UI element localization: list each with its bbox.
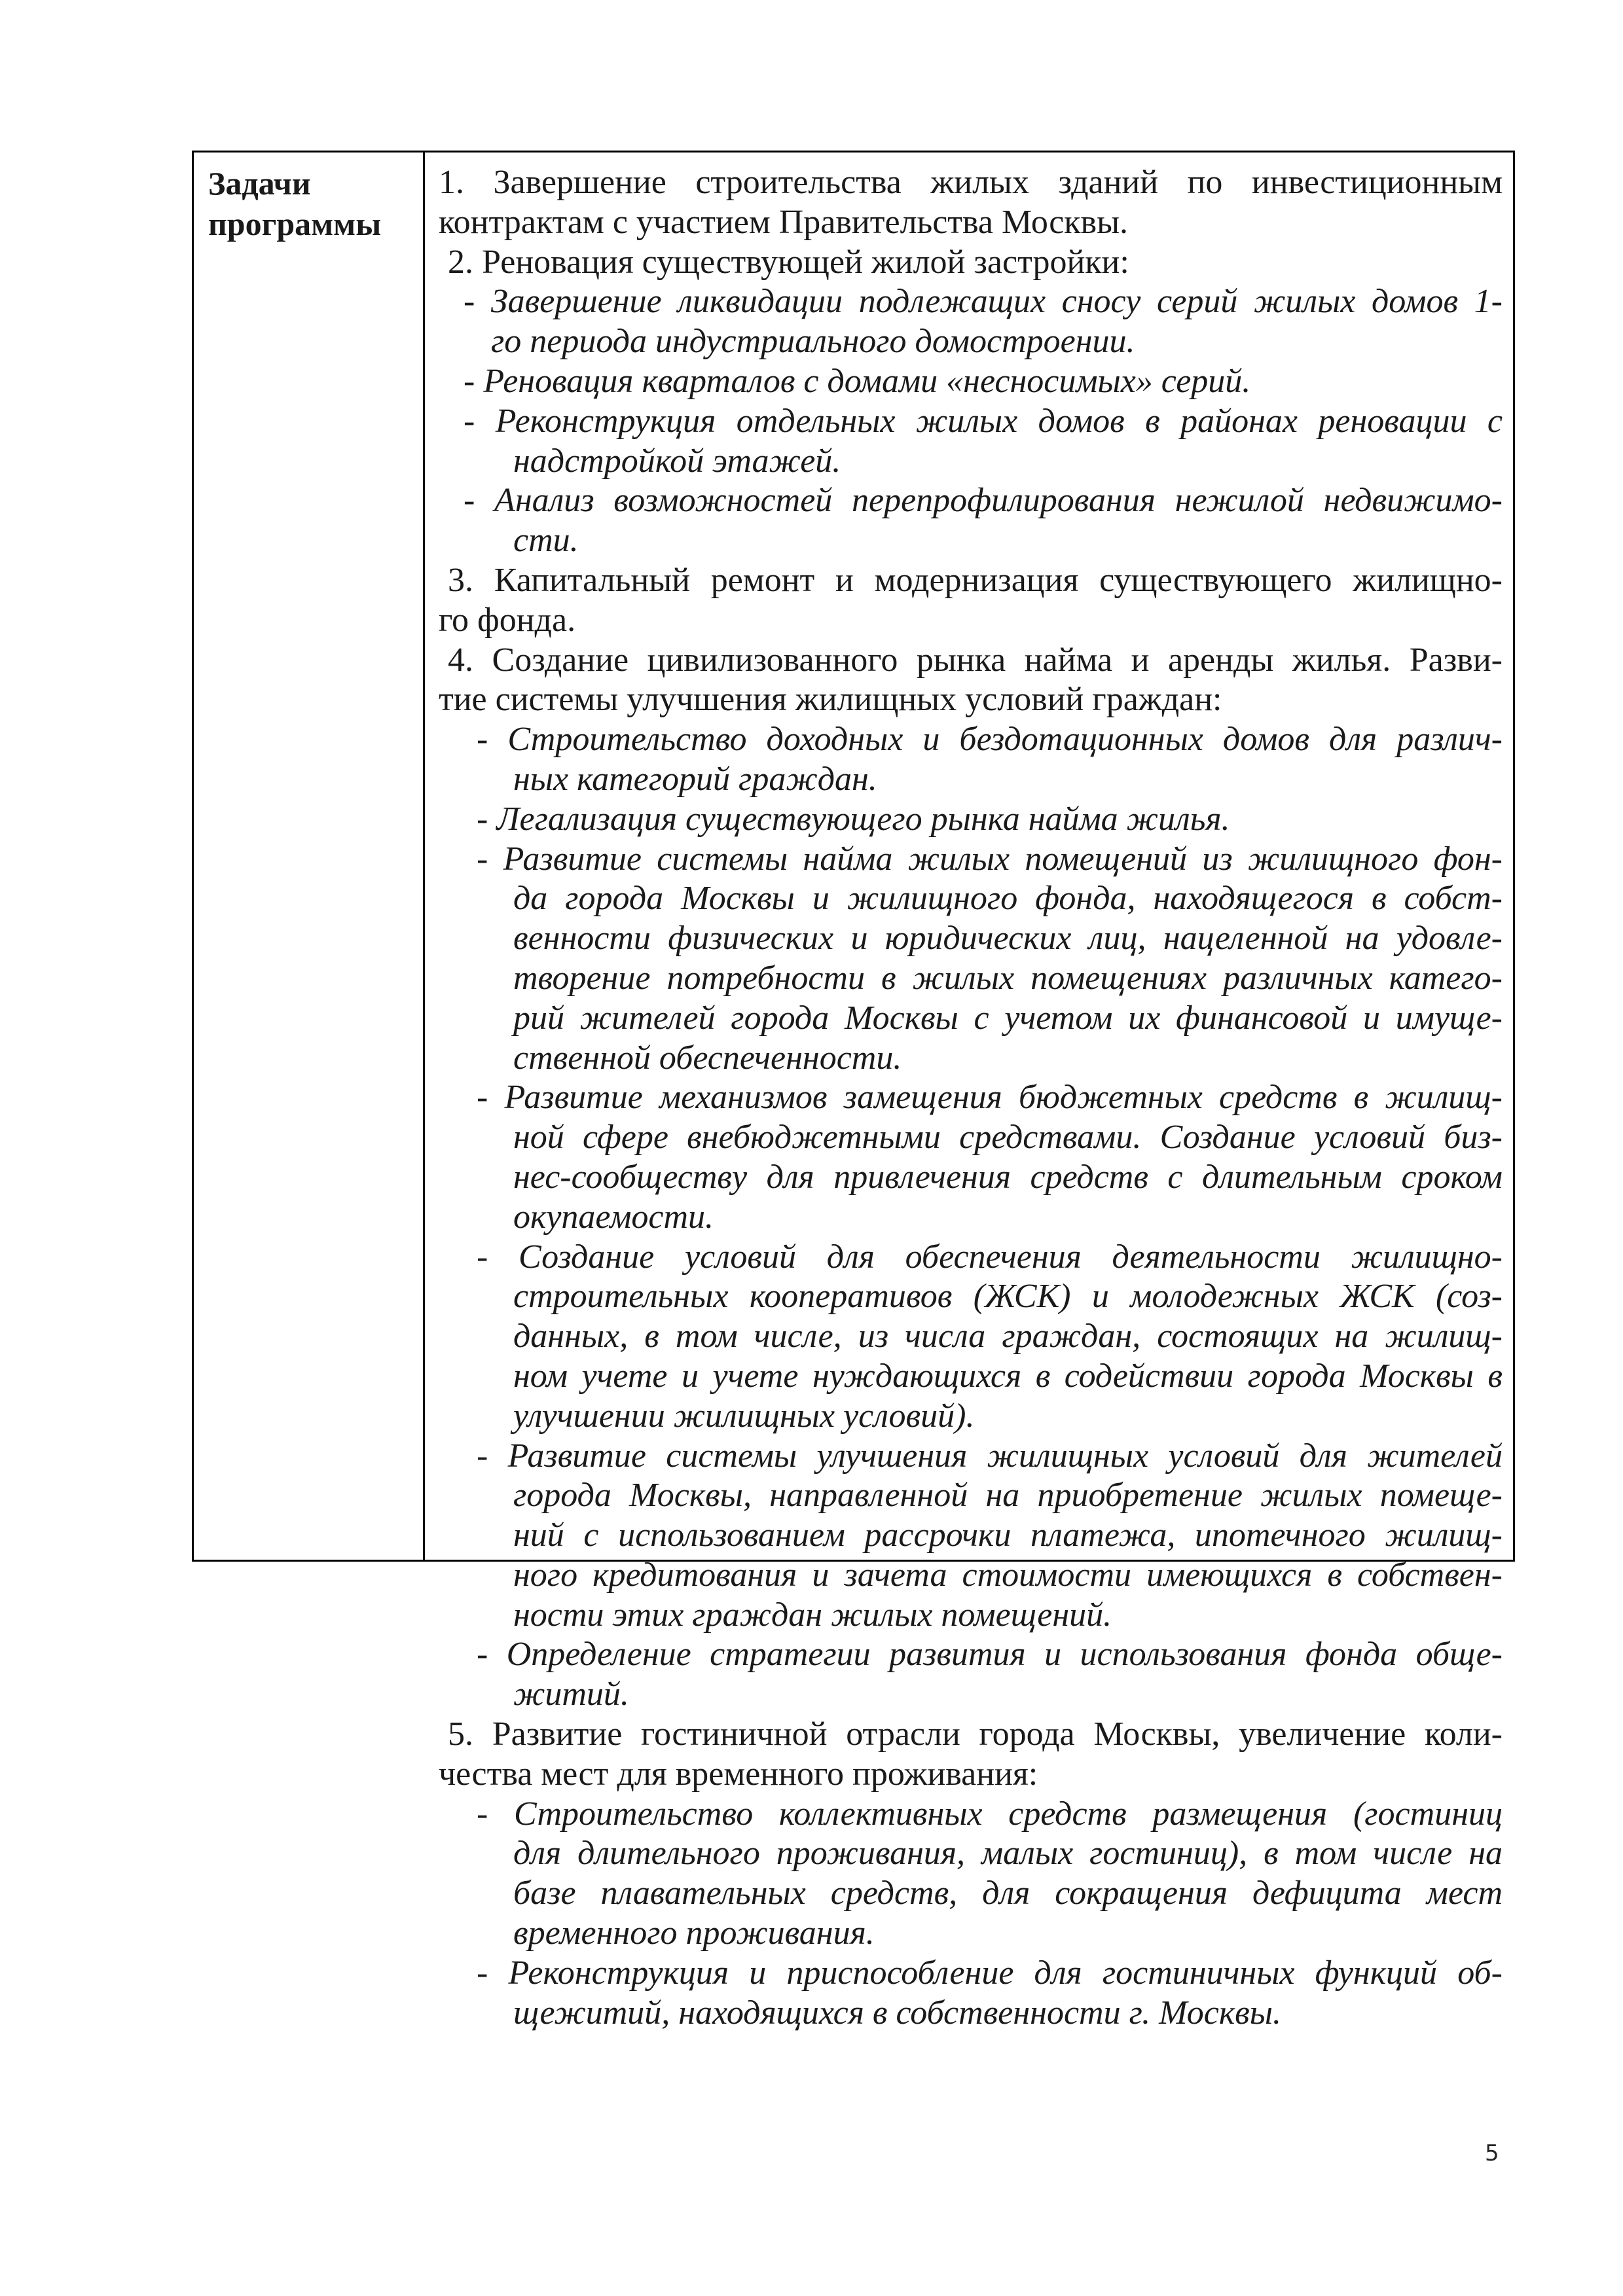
text-line: венности физических и юридических лиц, нацеленной на удовле- xyxy=(513,920,1503,958)
text-line: - Реконструкция отдельных жилых домов в районах реновации с xyxy=(464,402,1503,440)
text-line: ной сфере внебюджетными средствами. Создание условий биз- xyxy=(513,1119,1503,1157)
text-line: 5. Развитие гостиничной отрасли города Москвы, увеличение коли- xyxy=(448,1715,1503,1753)
row-label-line-2: программы xyxy=(208,206,382,242)
text-line: нес-сообществу для привлечения средств с длительным сроком xyxy=(513,1158,1503,1196)
text-line: - Реновация кварталов с домами «несносимых» серий. xyxy=(464,362,1251,400)
row-label xyxy=(208,163,418,244)
text-line: щежитий, находящихся в собственности г. Москвы. xyxy=(513,1994,1281,2032)
text-line: сти. xyxy=(513,522,579,560)
row-label-line-1: Задачи xyxy=(208,165,311,202)
page-number: 5 xyxy=(1485,2140,1499,2166)
text-line: 4. Создание цивилизованного рынка найма и аренды жилья. Разви- xyxy=(448,641,1503,679)
text-line: ном учете и учете нуждающихся в содействии города Москвы в xyxy=(513,1357,1503,1395)
text-line: тие системы улучшения жилищных условий граждан: xyxy=(439,681,1222,719)
text-line: рий жителей города Москвы с учетом их финансовой и имуще- xyxy=(513,999,1503,1037)
text-line: да города Москвы и жилищного фонда, находящегося в собст- xyxy=(513,880,1503,918)
text-line: улучшении жилищных условий). xyxy=(513,1397,975,1435)
text-line: контрактам с участием Правительства Москвы. xyxy=(439,203,1129,241)
text-line: строительных кооперативов (ЖСК) и молодежных ЖСК (соз- xyxy=(513,1278,1503,1316)
tasks-table xyxy=(192,151,1515,2032)
text-line: го периода индустриального домостроении. xyxy=(491,323,1135,361)
text-line: чества мест для временного проживания: xyxy=(439,1755,1038,1793)
column-divider xyxy=(423,152,425,1560)
text-line: окупаемости. xyxy=(513,1198,714,1236)
text-line: - Строительство доходных и бездотационных домов для различ- xyxy=(477,721,1503,759)
text-line: - Создание условий для обеспечения деятельности жилищно- xyxy=(477,1238,1503,1276)
text-line: творение потребности в жилых помещениях различных катего- xyxy=(513,959,1503,997)
text-line: базе плавательных средств, для сокращения дефицита мест xyxy=(513,1874,1503,1912)
text-line: - Реконструкция и приспособление для гостиничных функций об- xyxy=(477,1954,1503,1992)
text-line: 3. Капитальный ремонт и модернизация существующего жилищно- xyxy=(448,561,1503,599)
text-line: данных, в том числе, из числа граждан, состоящих на жилищ- xyxy=(513,1318,1503,1355)
text-line: 2. Реновация существующей жилой застройки: xyxy=(448,243,1129,281)
text-line: - Развитие системы улучшения жилищных условий для жителей xyxy=(477,1437,1503,1475)
text-line: - Развитие системы найма жилых помещений из жилищного фон- xyxy=(477,840,1503,878)
text-line: ственной обеспеченности. xyxy=(513,1039,902,1077)
text-line: ного кредитования и зачета стоимости имеющихся в собствен- xyxy=(513,1556,1503,1594)
text-line: ности этих граждан жилых помещений. xyxy=(513,1596,1112,1634)
text-line: - Анализ возможностей перепрофилирования нежилой недвижимо- xyxy=(464,482,1503,520)
text-line: житий. xyxy=(513,1676,629,1713)
text-line: - Легализация существующего рынка найма жилья. xyxy=(477,800,1230,838)
text-line: - Развитие механизмов замещения бюджетных средств в жилищ- xyxy=(477,1079,1503,1117)
text-line: 1. Завершение строительства жилых зданий по инвестиционным xyxy=(439,164,1503,201)
text-line: го фонда. xyxy=(439,601,576,639)
text-line: города Москвы, направленной на приобретение жилых помеще- xyxy=(513,1477,1503,1515)
text-line: - Завершение ликвидации подлежащих сносу серий жилых домов 1- xyxy=(464,283,1503,321)
text-line: - Определение стратегии развития и использования фонда обще- xyxy=(477,1636,1503,1674)
text-line: временного проживания. xyxy=(513,1914,875,1952)
text-line: ний с использованием рассрочки платежа, ипотечного жилищ- xyxy=(513,1516,1503,1554)
text-line: для длительного проживания, малых гостиниц), в том числе на xyxy=(513,1835,1503,1873)
text-line: - Строительство коллективных средств размещения (гостиниц xyxy=(477,1795,1503,1833)
text-line: надстройкой этажей. xyxy=(513,442,841,480)
text-line: ных категорий граждан. xyxy=(513,760,877,798)
tasks-content xyxy=(439,163,1503,2033)
